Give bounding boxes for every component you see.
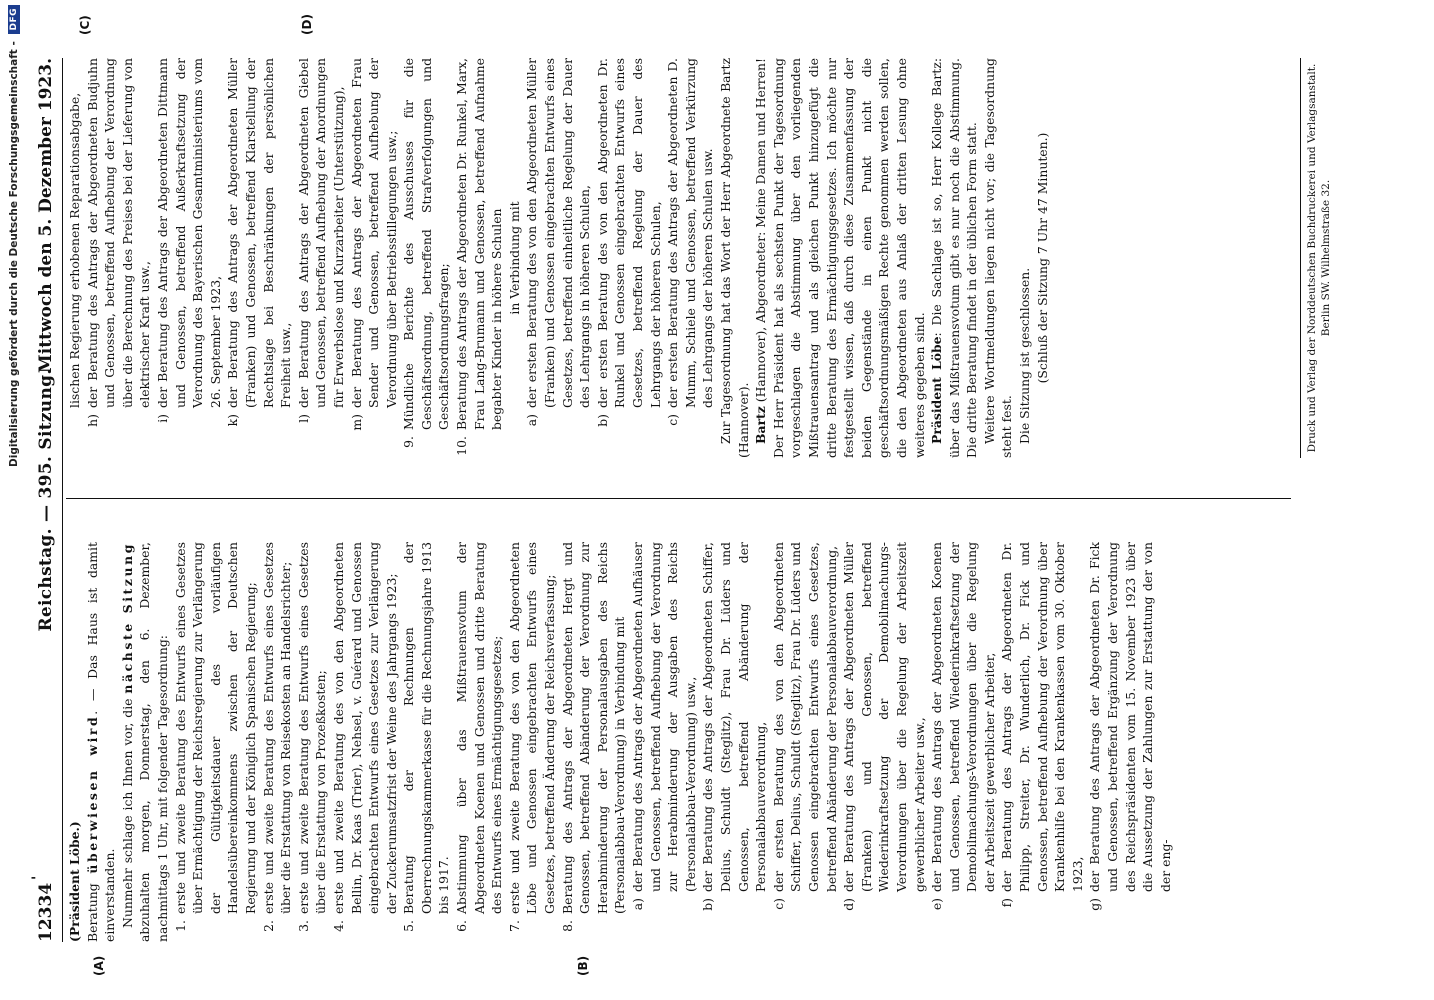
agenda-item	[506, 542, 559, 942]
paragraph-no-requests: Weitere Wortmeldungen liegen nicht vor; die Tagesordnung steht fest.	[981, 58, 1015, 458]
item-number: 2.	[260, 920, 276, 932]
paragraph-next-session	[119, 542, 172, 942]
page-header	[32, 58, 63, 942]
item-text: erste und zweite Beratung des Entwurfs eines Gesetzes über die Erstattung von Reisekosten an Handelsrichter;	[260, 542, 294, 914]
imprint-line: Druck und Verlag der Norddeutschen Buchdruckerei und Verlagsanstalt.	[1306, 63, 1318, 453]
item-number: 3.	[295, 920, 311, 932]
speaker-name: Präsident Löbe	[929, 336, 945, 444]
column-divider	[66, 498, 1291, 499]
agenda-subitem	[84, 58, 154, 434]
item-text: Beratung der Rechnungen der Oberrechnungskammerkasse für die Rechnungsjahre 1913 bis 1917.	[401, 542, 452, 914]
item-text: erste und zweite Beratung des von den Abgeordneten Löbe und Genossen eingebrachten Entwurfs eines Gesetzes, betreffend Änderung der Reichsverfassung;	[506, 542, 558, 914]
agenda-subitem	[699, 542, 769, 918]
agenda-item	[559, 542, 629, 942]
paragraph-order-of-day: Zur Tagesordnung hat das Wort der Herr Abgeordnete Bartz (Hannover).	[717, 58, 751, 458]
speech-text: (Hannover), Abgeordneter: Meine Damen und Herren! Der Herr Präsident hat als sechsten Punkt der Tagesordnung vorgeschlagen die Abstimmung über den vorliegenden Mißtrauensantrag und als gleichen Punkt hinzugefügt die dritte Beratung des Ermächtigungsgesetzes. Ich möchte nur festgestellt wissen, daß durch diese Zusammenfassung der beiden Gegenstände in einen Punkt nicht die geschäftsordnungsmäßigen Rechte genommen werden sollen, die den Abgeordneten aus Anlaß der dritten Lesung ohne weiteres gegeben sind.	[753, 58, 927, 458]
margin-marker-c: (C)	[78, 15, 92, 35]
agenda-list	[172, 542, 1175, 942]
item-number: 4.	[330, 920, 346, 932]
paragraph-session-closed: Die Sitzung ist geschlossen.	[1017, 267, 1033, 444]
item-number: 10.	[454, 436, 470, 456]
agenda-item	[330, 542, 400, 942]
digitization-watermark	[8, 5, 26, 995]
agenda-subitem	[348, 58, 401, 434]
left-column	[66, 542, 1291, 942]
subitem-text: der ersten Beratung des Antrags der Abgeordneten D. Mumm, Schiele und Genossen, betreffend Verkürzung des Lehrgangs der höheren Schulen usw.	[665, 58, 716, 408]
text-run: Nunmehr schlage ich Ihnen vor, die	[119, 693, 135, 928]
printer-imprint	[1300, 58, 1333, 458]
subitem-letter: i)	[154, 414, 170, 423]
agenda-item	[172, 542, 260, 942]
paragraph-closing-time: (Schluß der Sitzung 7 Uhr 47 Minuten.)	[1034, 132, 1050, 384]
text-run: . — Das Haus ist damit einverstanden.	[84, 542, 118, 942]
subitem-text: der Beratung des Antrags der Abgeordneten Budjuhn und Genossen, betreffend Aufhebung der Verordnung über die Berechnung des Preises bei der Lieferung von elektrischer Kraft usw.,	[84, 58, 153, 408]
subitem-text: der ersten Beratung des von den Abgeordneten Schiffer, Delius, Schuldt (Steglitz), Frau Dr. Lüders und Genossen eingebrachten Entwurfs eines Gesetzes, betreffend Abänderung der Personalabbauverordnung,	[770, 542, 839, 892]
subitem-letter: b)	[594, 414, 610, 427]
item-number: 8.	[559, 920, 575, 932]
subitem-letter: k)	[225, 414, 241, 427]
subitem-text: der Beratung des Antrags der Abgeordneten Dr. Fick und Genossen, betreffend Ergänzung der Verordnung des Reichspräsidenten vom 15. November 1923 über die Aussetzung der Zahlungen zur Erstattung der von der eng-	[1087, 542, 1173, 892]
agenda-subitem	[770, 542, 840, 918]
agenda-subitem	[664, 58, 717, 434]
subitem-letter: c)	[770, 898, 786, 910]
speaker-name: Bartz	[753, 406, 769, 444]
subitem-letter: a)	[524, 414, 540, 427]
subitem-text: der Beratung des Antrags der Abgeordneten Müller (Franken) und Genossen, betreffend Wiederinkraftsetzung der Demobilmachungs-Verordnungen über die Regelung der Arbeitszeit gewerblicher Arbeiter usw.,	[841, 542, 927, 892]
subitem-letter: g)	[1087, 898, 1103, 911]
right-column	[66, 58, 1291, 458]
spaced-emphasis: nächste Sitzung	[119, 542, 135, 694]
page-title: Reichstag. — 395. Sitzung.	[36, 368, 56, 632]
item-number: 9.	[401, 436, 417, 448]
item-number: 1.	[172, 920, 188, 932]
subitem-letter: h)	[84, 414, 100, 427]
subitem-letter	[66, 408, 84, 434]
agenda-subitem	[154, 58, 224, 434]
subitem-text: der Beratung des Antrags der Abgeordneten Schiffer, Delius, Schuldt (Steglitz), Frau Dr. Lüders und Genossen, betreffend Abänderung der Personalabbauverordnung,	[700, 542, 769, 892]
speech-text: : Die Sachlage ist so, Herr Kollege Bartz: über das Mißtrauensvotum gibt es nur noch die Abstimmung. Die dritte Beratung findet in der üblichen Form statt.	[929, 58, 980, 458]
agenda-subitem	[295, 58, 348, 434]
subitem-text: der Beratung des Antrags der Abgeordneten Aufhäuser und Genossen, betreffend Aufhebung der Verordnung zur Herabminderung der Ausgaben des Reichs (Personalabbau-Verordnung) usw.,	[630, 542, 698, 892]
margin-marker-d: (D)	[300, 14, 314, 35]
subitem-text: der Beratung des Antrags der Abgeordneten Müller (Franken) und Genossen, betreffend Klarstellung der Rechtslage bei Beschränkungen der persönlichen Freiheit usw.,	[225, 58, 294, 408]
item-text: erste und zweite Beratung des Entwurfs eines Gesetzes über die Erstattung von Prozeßkosten;	[295, 542, 329, 914]
paragraph-president-reply	[928, 58, 981, 458]
item-text: Beratung des Antrags der Abgeordneten Dr. Runkel, Marx, Frau Lang-Brumann und Genossen, betreffend Aufnahme begabter Kinder in höhere Schulen	[454, 58, 505, 430]
agenda-subitem	[523, 58, 593, 434]
item-number: 5.	[401, 920, 417, 932]
subitem-text: der Beratung des Antrags der Abgeordneten Dittmann und Genossen, betreffend Außerkraftsetzung der Verordnung des Bayerischen Gesamtministeriums vom 26. September 1923,	[154, 58, 223, 408]
imprint-line: Berlin SW. Wilhelmstraße 32.	[1320, 179, 1332, 337]
item-text: Beratung des Antrags der Abgeordneten Hergt und Genossen, betreffend Abänderung der Verordnung zur Herabminderung der Personalausgaben des Reichs (Personalabbau-Verordnung) in Verbindung mit	[559, 542, 628, 914]
watermark-text: Digitalisierung gefördert durch die Deutsche Forschungsgemeinschaft -	[8, 41, 20, 467]
subitem-text: lischen Regierung erhobenen Reparationsabgabe,	[67, 92, 82, 408]
item-text: Mündliche Berichte des Ausschusses für die Geschäftsordnung, betreffend Strafverfolgungen und Geschäftsordnungsfragen;	[401, 58, 452, 430]
subitem-letter: f)	[999, 898, 1015, 908]
spaced-emphasis: überwiesen wird	[84, 714, 100, 874]
agenda-subitem	[998, 542, 1086, 918]
item-text: Abstimmung über das Mißtrauensvotum der Abgeordneten Koenen und Genossen und dritte Beratung des Entwurfs eines Ermächtigungsgesetzes;	[454, 542, 505, 914]
speaker-label: (Präsident Löbe.)	[67, 821, 82, 942]
agenda-item	[295, 542, 330, 942]
agenda-subitem	[1086, 542, 1174, 918]
paragraph-referral	[84, 542, 119, 942]
subitem-letter: b)	[700, 898, 716, 911]
agenda-subitem	[840, 542, 928, 918]
page-number: 12334	[36, 882, 56, 942]
agenda-subitem-continued	[66, 58, 84, 434]
subitem-letter: m)	[348, 414, 364, 431]
header-mark: '	[30, 875, 46, 880]
subitem-text: der Beratung des Antrags der Abgeordneten Dr. Philipp, Streiter, Dr. Wunderlich, Dr. Fick und Genossen, betreffend Aufhebung der Verordnung über Krankenhilfe bei den Krankenkassen vom 30. Oktober 1923,	[999, 542, 1085, 892]
in-connection-line: in Verbindung mit	[506, 201, 522, 315]
item-number: 6.	[454, 920, 470, 932]
subitem-letter: l)	[295, 414, 311, 423]
margin-marker-b: (B)	[576, 955, 590, 976]
agenda-item	[400, 542, 453, 942]
subitem-text: der Beratung des Antrags der Abgeordneten Frau Sender und Genossen, betreffend Aufhebung der Verordnung über Betriebsstillegungen usw.;	[348, 58, 399, 408]
item-text: erste und zweite Beratung des Entwurfs eines Gesetzes über Ermächtigung der Reichsregierung zur Verlängerung der Gültigkeitsdauer des vorläufigen Handelsübereinkommens zwischen der Deutschen Regierung und der Königlich Spanischen Regierung;	[172, 542, 258, 914]
subitem-text: der ersten Beratung des von den Abgeordneten Müller (Franken) und Genossen eingebrachten Entwurfs eines Gesetzes, betreffend einheitliche Regelung der Dauer des Lehrgangs in höheren Schulen,	[524, 58, 593, 408]
subitem-letter: d)	[841, 898, 857, 911]
subitem-text: der ersten Beratung des von den Abgeordneten Dr. Runkel und Genossen eingebrachten Entwurfs eines Gesetzes, betreffend Regelung der Dauer des Lehrgangs der höheren Schulen,	[594, 58, 663, 408]
margin-marker-a: (A)	[92, 955, 106, 976]
dfg-logo: DFG	[8, 5, 20, 34]
subitem-text: der Beratung des Antrags der Abgeordneten Giebel und Genossen, betreffend Aufhebung der Anordnungen für Erwerbslose und Kurzarbeiter (Unterstützung),	[295, 58, 346, 408]
session-date: Mittwoch den 5. Dezember 1923.	[36, 58, 56, 374]
agenda-item	[453, 58, 506, 458]
text-run: abzuhalten morgen, Donnerstag, den 6. Dezember, nachmittags 1 Uhr, mit folgender Tagesordnung:	[137, 542, 170, 942]
agenda-item	[400, 58, 453, 458]
text-run: Beratung	[84, 873, 100, 942]
paragraph-bartz-speech	[752, 58, 928, 458]
subitem-letter: a)	[630, 898, 645, 911]
agenda-subitem	[629, 542, 699, 918]
item-number: 7.	[506, 920, 522, 932]
agenda-subitem	[224, 58, 294, 434]
subitem-letter: e)	[929, 898, 945, 911]
agenda-item	[260, 542, 295, 942]
agenda-subitem	[594, 58, 664, 434]
item-text: erste und zweite Beratung des von den Abgeordneten Bellin, Dr. Kaas (Trier), Nehsel, v. Guérard und Genossen eingebrachten Entwurfs eines Gesetzes zur Verlängerung der Zuckerumsatzfrist der Weine des Jahrgangs 1923;	[330, 542, 399, 914]
subitem-text: der Beratung des Antrags der Abgeordneten Koenen und Genossen, betreffend Wiederinkraftsetzung der Demobilmachungs-Verordnungen über die Regelung der Arbeitszeit gewerblicher Arbeiter,	[929, 542, 997, 892]
agenda-subitem	[928, 542, 998, 918]
agenda-item	[453, 542, 506, 942]
subitem-letter: c)	[665, 414, 681, 426]
